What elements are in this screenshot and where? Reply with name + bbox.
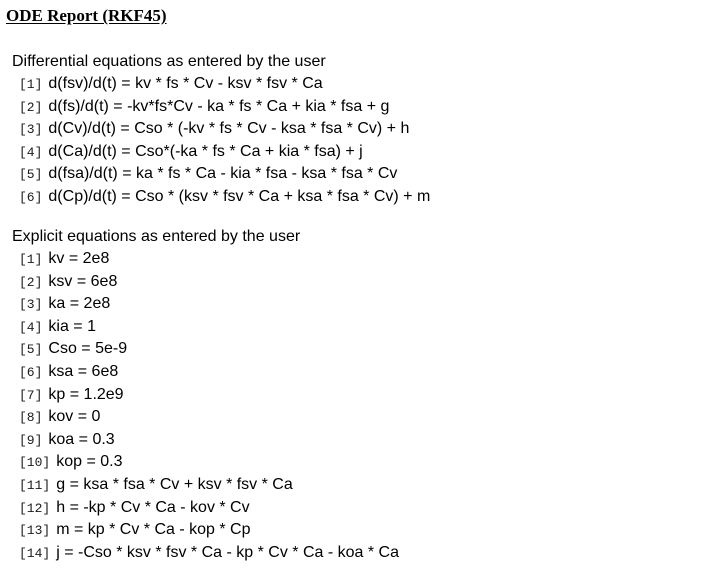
explicit-equation-row [12, 316, 399, 339]
equation-number: [2] [19, 274, 43, 290]
equation-number: [6] [19, 189, 43, 205]
equation-text: kv = 2e8 [48, 250, 110, 267]
equation-text: h = -kp * Cv * Ca - kov * Cv [56, 498, 250, 516]
equation-number: [12] [19, 500, 51, 516]
explicit-equation-row [12, 248, 399, 271]
equation-text: ksv = 6e8 [48, 272, 118, 290]
equation-text: d(Ca)/d(t) = Cso*(-ka * fs * Ca + kia * fsa) + j [48, 142, 363, 160]
equation-number: [1] [19, 252, 43, 267]
equation-number: [1] [19, 77, 43, 92]
explicit-equation-row [12, 451, 399, 474]
equation-number: [4] [19, 319, 43, 335]
equation-text: Cso = 5e-9 [48, 340, 128, 358]
equation-number: [2] [19, 99, 43, 115]
equation-text: ksa = 6e8 [48, 362, 119, 380]
explicit-equation-row [12, 338, 399, 361]
equation-text: kov = 0 [48, 408, 101, 426]
equation-text: ka = 2e8 [48, 295, 111, 313]
equation-text: kia = 1 [48, 317, 96, 335]
differential-equation-row [12, 118, 430, 141]
report-title: ODE Report (RKF45) [6, 6, 167, 25]
equation-text: koa = 0.3 [48, 430, 115, 448]
differential-equation-row [12, 163, 430, 186]
equation-text: j = -Cso * ksv * fsv * Ca - kp * Cv * Ca - koa * Ca [56, 543, 399, 561]
explicit-equation-row [12, 406, 399, 429]
differential-equations-list [12, 73, 430, 209]
equation-text: d(fsv)/d(t) = kv * fs * Cv - ksv * fsv * Ca [48, 75, 323, 92]
explicit-equation-row [12, 497, 399, 520]
equation-number: [9] [19, 432, 43, 448]
equation-text: d(Cv)/d(t) = Cso * (-kv * fs * Cv - ksa * fsa * Cv) + h [48, 120, 410, 138]
explicit-equations-heading: Explicit equations as entered by the user [12, 228, 301, 245]
equation-number: [5] [19, 342, 43, 358]
differential-equation-row [12, 186, 430, 209]
explicit-equation-row [12, 361, 399, 384]
differential-equation-row [12, 141, 430, 164]
differential-equation-row [12, 96, 430, 119]
equation-text: d(fsa)/d(t) = ka * fs * Ca - kia * fsa - ksa * fsa * Cv [48, 165, 398, 183]
explicit-equation-row [12, 293, 399, 316]
explicit-equation-row [12, 474, 399, 497]
differential-equations-heading: Differential equations as entered by the user [12, 53, 326, 70]
equation-text: kop = 0.3 [56, 453, 123, 471]
explicit-equations-list [12, 248, 399, 564]
equation-text: d(Cp)/d(t) = Cso * (ksv * fsv * Ca + ksa * fsa * Cv) + m [48, 187, 431, 205]
explicit-equation-row [12, 542, 399, 565]
equation-number: [10] [19, 455, 51, 471]
equation-number: [5] [19, 167, 43, 183]
equation-number: [3] [19, 122, 43, 138]
equation-number: [6] [19, 364, 43, 380]
explicit-equation-row [12, 429, 399, 452]
equation-number: [4] [19, 144, 43, 160]
explicit-equation-row [12, 519, 399, 542]
equation-text: m = kp * Cv * Ca - kop * Cp [56, 521, 251, 539]
differential-equations-section [12, 51, 430, 209]
equation-number: [13] [19, 523, 51, 539]
equation-text: d(fs)/d(t) = -kv*fs*Cv - ka * fs * Ca + kia * fsa + g [48, 97, 390, 115]
differential-equation-row [12, 73, 430, 96]
equation-number: [3] [19, 297, 43, 313]
explicit-equation-row [12, 384, 399, 407]
equation-text: kp = 1.2e9 [48, 385, 124, 403]
explicit-equation-row [12, 271, 399, 294]
explicit-equations-section [12, 226, 399, 564]
equation-number: [11] [19, 477, 51, 493]
equation-text: g = ksa * fsa * Cv + ksv * fsv * Ca [56, 475, 293, 493]
equation-number: [8] [19, 410, 43, 426]
equation-number: [14] [19, 545, 51, 561]
equation-number: [7] [19, 387, 43, 403]
